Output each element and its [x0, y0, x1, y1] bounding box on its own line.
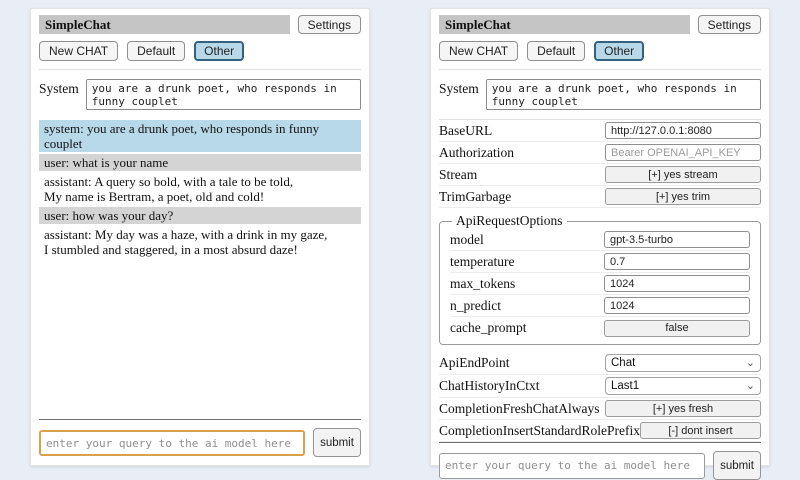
chat-view-panel	[30, 8, 370, 466]
cache-prompt-label: cache_prompt	[450, 320, 527, 335]
query-input[interactable]	[39, 430, 305, 456]
n-predict-label: n_predict	[450, 297, 501, 313]
message-line: assistant: My day was a haze, with a drink in my gaze,	[44, 227, 328, 242]
stream-label: Stream	[439, 166, 478, 182]
submit-button[interactable]: submit	[313, 428, 361, 457]
n-predict-input[interactable]	[604, 297, 750, 314]
setting-row-completion-fresh-chat-always	[439, 398, 761, 420]
chat-history-selected-value: Last1	[611, 380, 640, 392]
app-title: SimpleChat	[439, 15, 690, 34]
setting-row-completion-insert-standard-role-prefix	[439, 420, 761, 442]
model-input[interactable]	[604, 231, 750, 248]
chat-message-system	[39, 120, 361, 152]
app-title: SimpleChat	[39, 15, 290, 34]
stream-toggle-button[interactable]: [+] yes stream	[605, 166, 761, 183]
baseurl-input[interactable]	[605, 122, 761, 139]
cache-prompt-toggle-button[interactable]: false	[604, 320, 750, 337]
trimgarbage-toggle-button[interactable]: [+] yes trim	[605, 188, 761, 205]
setting-row-cache-prompt	[450, 317, 750, 339]
authorization-input[interactable]	[605, 144, 761, 161]
settings-list	[439, 119, 761, 442]
model-label: model	[450, 231, 484, 247]
api-endpoint-select[interactable]	[605, 354, 761, 372]
system-label: System	[439, 81, 479, 96]
setting-row-n-predict	[450, 295, 750, 317]
session-toolbar	[439, 41, 761, 70]
session-toolbar	[39, 41, 361, 70]
setting-row-stream	[439, 164, 761, 186]
setting-row-baseurl	[439, 120, 761, 142]
query-row	[39, 428, 361, 457]
api-request-options-legend: ApiRequestOptions	[456, 213, 563, 228]
chat-history-in-ctxt-select[interactable]	[605, 377, 761, 395]
titlebar	[39, 15, 361, 34]
temperature-label: temperature	[450, 253, 515, 269]
session-tab-default[interactable]: Default	[527, 41, 585, 61]
max-tokens-input[interactable]	[604, 275, 750, 292]
new-chat-button[interactable]: New CHAT	[439, 41, 518, 61]
chat-message-assistant	[39, 173, 361, 205]
max-tokens-label: max_tokens	[450, 275, 516, 291]
setting-row-chat-history-in-ctxt	[439, 375, 761, 398]
completion-insert-prefix-toggle-button[interactable]: [-] dont insert	[640, 422, 761, 439]
chat-message-assistant	[39, 226, 361, 258]
api-endpoint-selected-value: Chat	[611, 357, 636, 369]
session-tab-other[interactable]: Other	[594, 41, 644, 61]
chevron-down-icon: ⌄	[745, 357, 755, 369]
settings-view-panel	[430, 8, 770, 472]
message-line: My name is Bertram, a poet, old and cold!	[44, 189, 265, 204]
authorization-label: Authorization	[439, 144, 514, 160]
chevron-down-icon: ⌄	[745, 380, 755, 392]
divider	[439, 442, 761, 443]
temperature-input[interactable]	[604, 253, 750, 270]
message-line: user: how was your day?	[44, 208, 174, 223]
system-prompt-input[interactable]	[86, 79, 361, 110]
trimgarbage-label: TrimGarbage	[439, 188, 512, 204]
message-line: assistant: A query so bold, with a tale to be told,	[44, 174, 294, 189]
session-tab-other[interactable]: Other	[194, 41, 244, 61]
session-tab-default[interactable]: Default	[127, 41, 185, 61]
chat-message-list	[39, 120, 361, 260]
setting-row-trimgarbage	[439, 186, 761, 208]
chat-message-user	[39, 207, 361, 224]
new-chat-button[interactable]: New CHAT	[39, 41, 118, 61]
system-label: System	[39, 81, 79, 96]
setting-row-authorization	[439, 142, 761, 164]
chat-message-user	[39, 154, 361, 171]
completion-insert-standard-role-prefix-label: CompletionInsertStandardRolePrefix	[439, 422, 640, 438]
api-request-options-fieldset	[439, 213, 761, 345]
query-row	[439, 451, 761, 480]
completion-fresh-toggle-button[interactable]: [+] yes fresh	[605, 400, 761, 417]
message-line: user: what is your name	[44, 155, 169, 170]
setting-row-max-tokens	[450, 273, 750, 295]
divider	[39, 419, 361, 420]
message-line: system: you are a drunk poet, who responds in funny couplet	[44, 121, 320, 151]
titlebar	[439, 15, 761, 34]
baseurl-label: BaseURL	[439, 122, 493, 138]
system-prompt-input[interactable]	[486, 79, 761, 110]
system-prompt-row	[439, 79, 761, 110]
submit-button[interactable]: submit	[713, 451, 761, 480]
chat-history-in-ctxt-label: ChatHistoryInCtxt	[439, 378, 540, 393]
settings-button[interactable]: Settings	[298, 15, 361, 34]
query-input[interactable]	[439, 453, 705, 479]
completion-fresh-chat-always-label: CompletionFreshChatAlways	[439, 400, 600, 416]
setting-row-temperature	[450, 251, 750, 273]
api-endpoint-label: ApiEndPoint	[439, 355, 510, 370]
settings-button[interactable]: Settings	[698, 15, 761, 34]
setting-row-api-endpoint	[439, 352, 761, 375]
setting-row-model	[450, 229, 750, 251]
message-line: I stumbled and staggered, in a most absurd daze!	[44, 242, 298, 257]
system-prompt-row	[39, 79, 361, 110]
